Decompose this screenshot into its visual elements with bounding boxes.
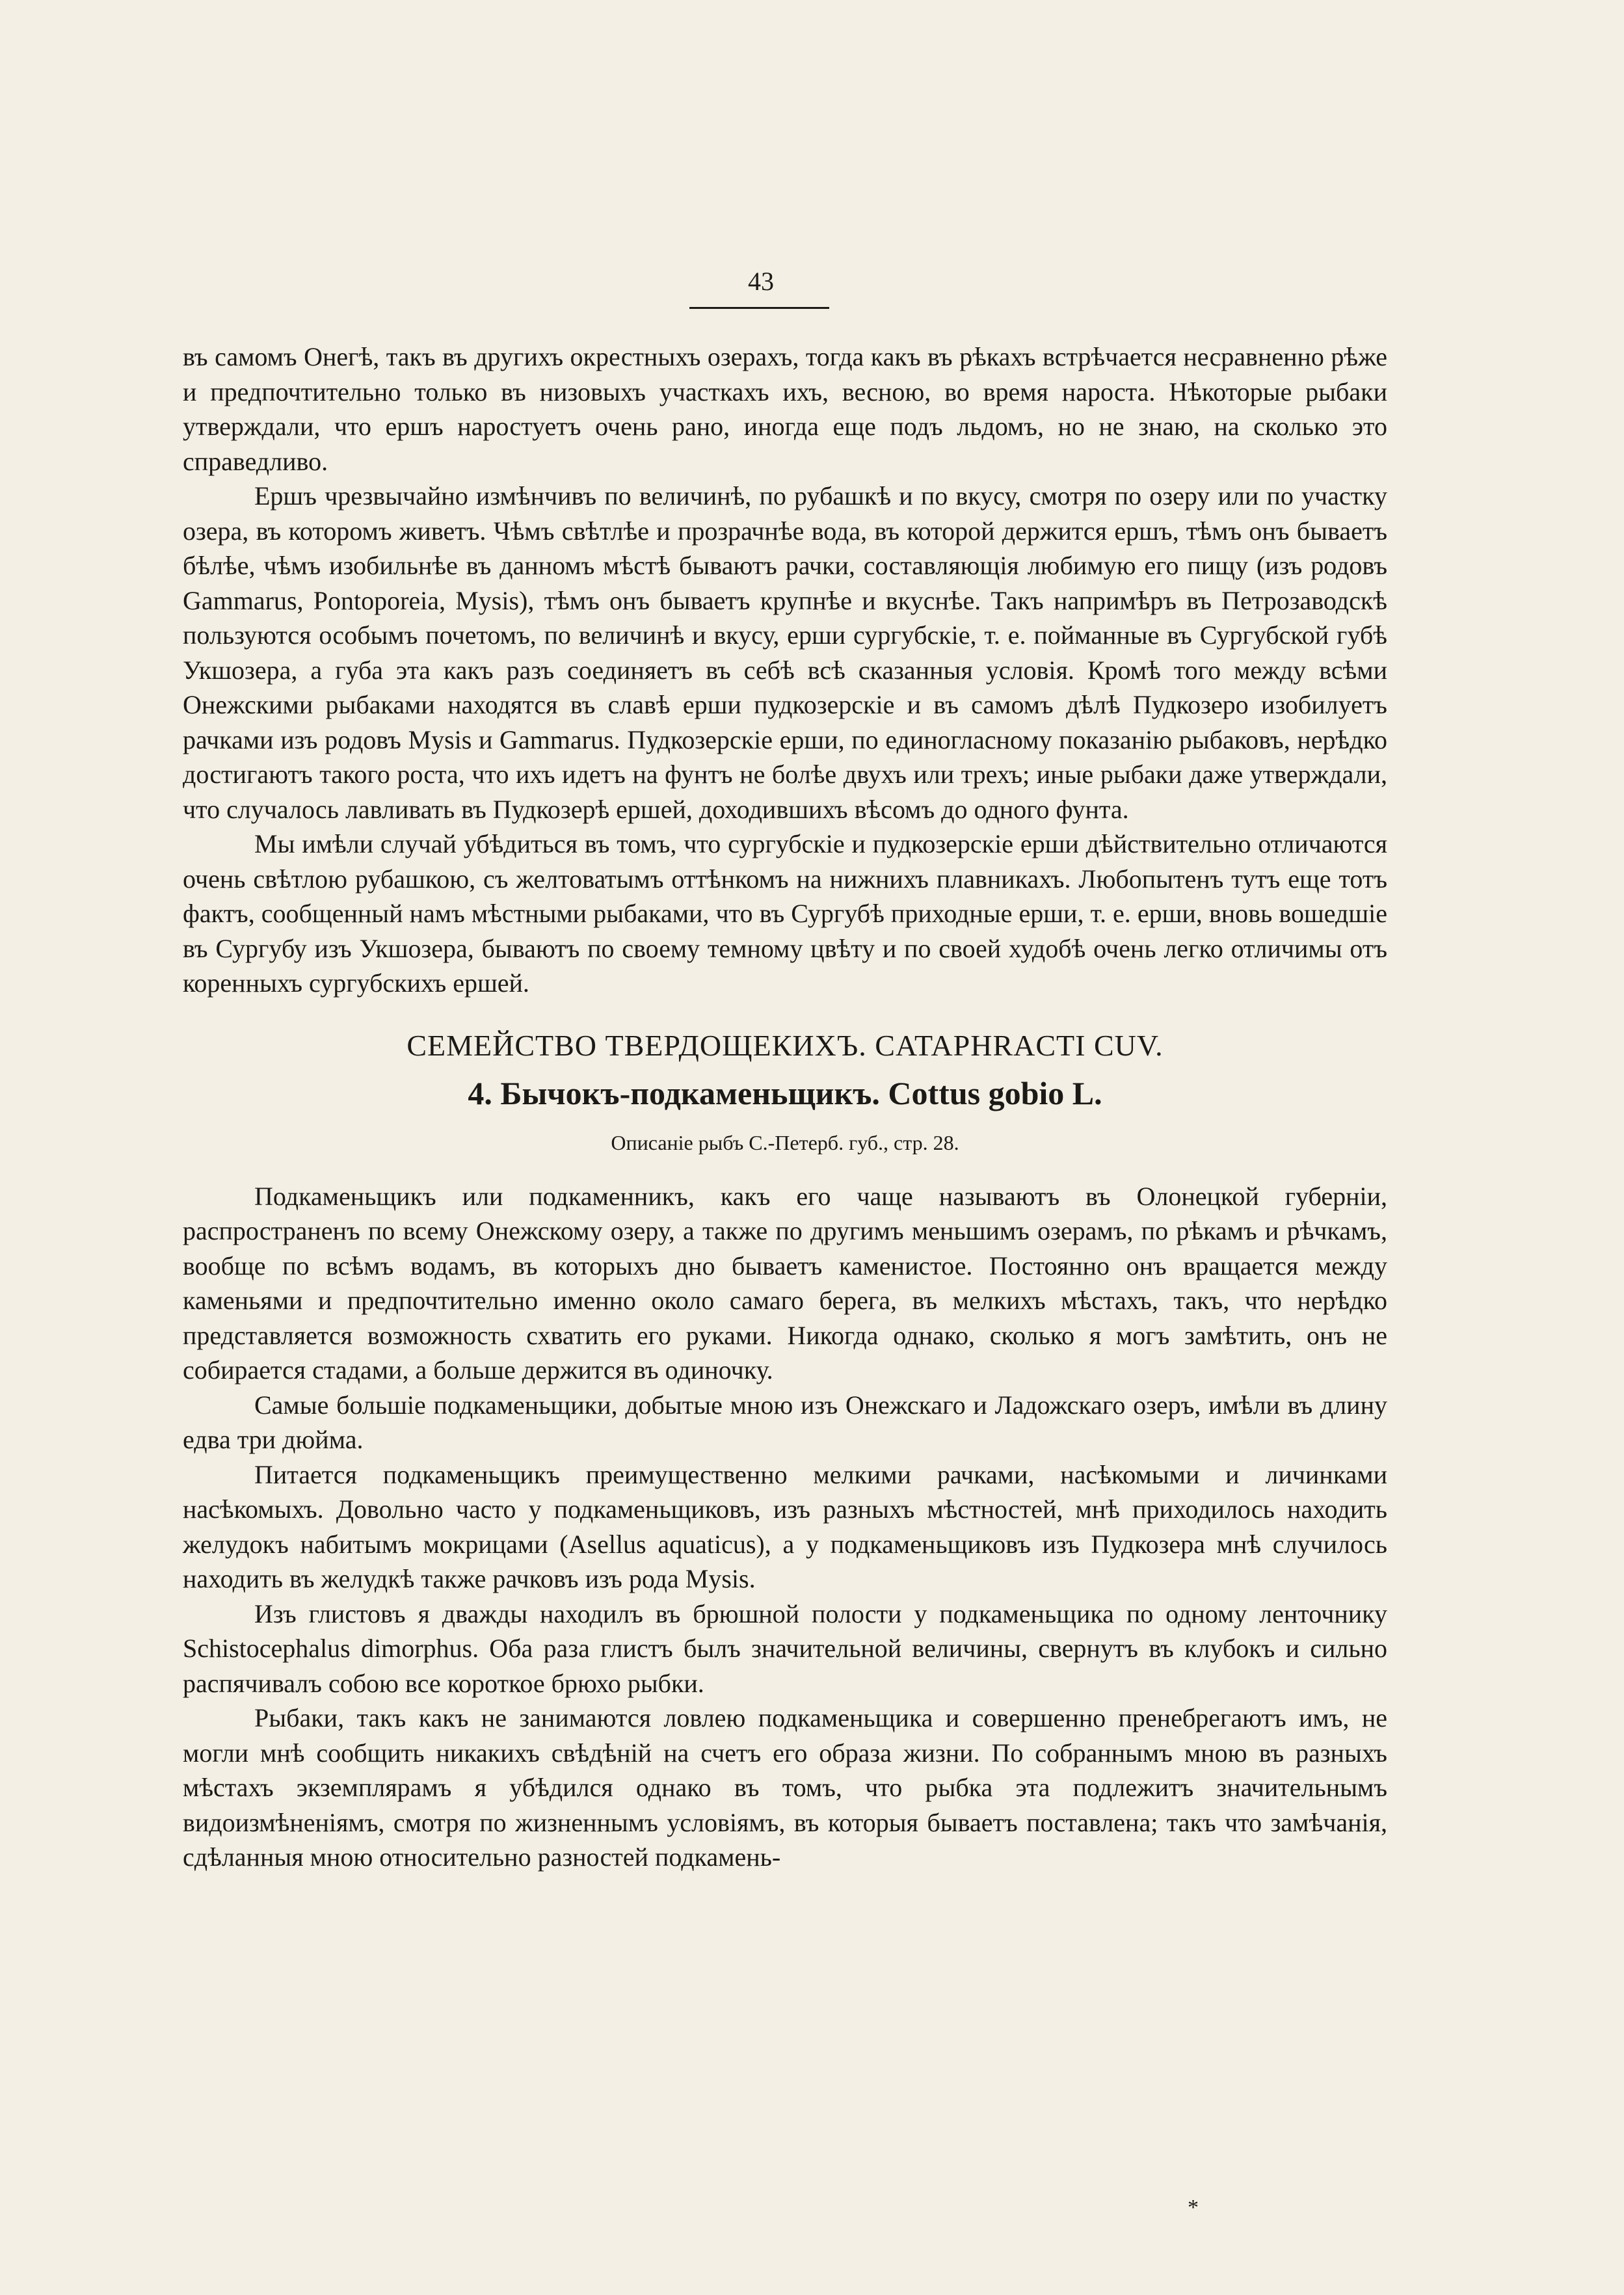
paragraph-ruff-observation: Мы имѣли случай убѣдиться въ томъ, что сургубскіе и пудкозерскіе ерши дѣйствительно отличаются очень свѣтлою рубашкою, съ желтоватымъ оттѣнкомъ на нижнихъ плавникахъ. Любопытенъ тутъ еще тотъ фактъ, сообщенный намъ мѣстными рыбаками, что въ Сургубѣ приходные ерши, т. е. ерши, вновь вошедшіе въ Сургубу изъ Укшозера, бываютъ по своему темному цвѣту и по своей худобѣ очень легко отличимы отъ коренныхъ сургубскихъ ершей. <box>183 829 1387 998</box>
page-number-rule <box>689 307 829 309</box>
paragraph-size: Самые большіе подкаменьщики, добытые мною изъ Онежскаго и Ладожскаго озеръ, имѣли въ длину едва три дюйма. <box>183 1390 1387 1454</box>
signature-mark: * <box>1188 2196 1199 2220</box>
paragraph-diet: Питается подкаменьщикъ преимущественно мелкими рачками, насѣкомыми и личинками насѣкомыхъ. Довольно часто у подкаменьщиковъ, изъ разныхъ мѣстностей, мнѣ приходилось находить желудокъ набитымъ мокрицами (Asellus aquaticus), а у подкаменьщиковъ изъ Пудкозера мнѣ случилось находить въ желудкѣ также рачковъ изъ рода Mysis. <box>183 1459 1387 1593</box>
family-heading: СЕМЕЙСТВО ТВЕРДОЩЕКИХЪ. CATAPHRACTI CUV. <box>406 1028 1164 1062</box>
paragraph-continuation: въ самомъ Онегѣ, такъ въ другихъ окрестныхъ озерахъ, тогда какъ въ рѣкахъ встрѣчается несравненно рѣже и предпочтительно только въ низовыхъ участкахъ ихъ, весною, во время нароста. Нѣкоторые рыбаки утверждали, что ершъ наростуетъ очень рано, иногда еще подъ льдомъ, но не знаю, на сколько это справедливо. <box>183 342 1387 476</box>
paragraph-parasites: Изъ глистовъ я дважды находилъ въ брюшной полости у подкаменьщика по одному ленточнику Schistocephalus dimorphus. Оба раза глистъ былъ значительной величины, свернутъ въ клубокъ и сильно распячивалъ собою все короткое брюхо рыбки. <box>183 1599 1387 1698</box>
page-number: 43 <box>748 267 774 296</box>
literature-reference: Описаніе рыбъ С.-Петерб. губ., стр. 28. <box>611 1130 959 1154</box>
body-text <box>183 339 1387 1875</box>
paragraph-ruff-variability: Ершъ чрезвычайно измѣнчивъ по величинѣ, по рубашкѣ и по вкусу, смотря по озеру или по участку озера, въ которомъ живетъ. Чѣмъ свѣтлѣе и прозрачнѣе вода, въ которой держится ершъ, тѣмъ онъ бываетъ бѣлѣе, чѣмъ изобильнѣе въ данномъ мѣстѣ бываютъ рачки, составляющія любимую его пищу (изъ родовъ Gammarus, Pontoporeia, Mysis), тѣмъ онъ бываетъ крупнѣе и вкуснѣе. Такъ напримѣръ въ Петрозаводскѣ пользуются особымъ почетомъ, по величинѣ и вкусу, ерши сургубскіе, т. е. пойманные въ Сургубской губѣ Укшозера, а губа эта какъ разъ соединяетъ въ себѣ всѣ сказанныя условія. Кромѣ того между всѣми Онежскими рыбаками находятся въ славѣ ерши пудкозерскіе и въ самомъ дѣлѣ Пудкозеро изобилуетъ рачками изъ родовъ Mysis и Gammarus. Пудкозерскіе ерши, по единогласному показанію рыбаковъ, нерѣдко достигаютъ такого роста, что ихъ идетъ на фунтъ не болѣе двухъ или трехъ; иные рыбаки даже утверждали, что случалось лавливать въ Пудкозерѣ ершей, доходившихъ вѣсомъ до одного фунта. <box>183 481 1387 824</box>
species-heading: 4. Бычокъ-подкаменьщикъ. Cottus gobio L. <box>468 1074 1102 1111</box>
paragraph-distribution: Подкаменьщикъ или подкаменникъ, какъ его чаще называютъ въ Олонецкой губерніи, распространенъ по всему Онежскому озеру, а также по другимъ меньшимъ озерамъ, по рѣкамъ и рѣчкамъ, вообще по всѣмъ водамъ, въ которыхъ дно бываетъ каменистое. Постоянно онъ вращается между каменьями и предпочтительно именно около самаго берега, въ мелкихъ мѣстахъ, такъ, что нерѣдко представляется возможность схватить его руками. Никогда однако, сколько я могъ замѣтить, онъ не собирается стадами, а больше держится въ одиночку. <box>183 1181 1387 1385</box>
paragraph-fishermen: Рыбаки, такъ какъ не занимаются ловлею подкаменьщика и совершенно пренебрегаютъ имъ, не могли мнѣ сообщить никакихъ свѣдѣній на счетъ его образа жизни. По собраннымъ мною въ разныхъ мѣстахъ экземплярамъ я убѣдился однако въ томъ, что рыбка эта подлежитъ значительнымъ видоизмѣненіямъ, смотря по жизненнымъ условіямъ, въ которыя бываетъ поставлена; такъ что замѣчанія, сдѣланныя мною относительно разностей подкамень- <box>183 1703 1387 1872</box>
